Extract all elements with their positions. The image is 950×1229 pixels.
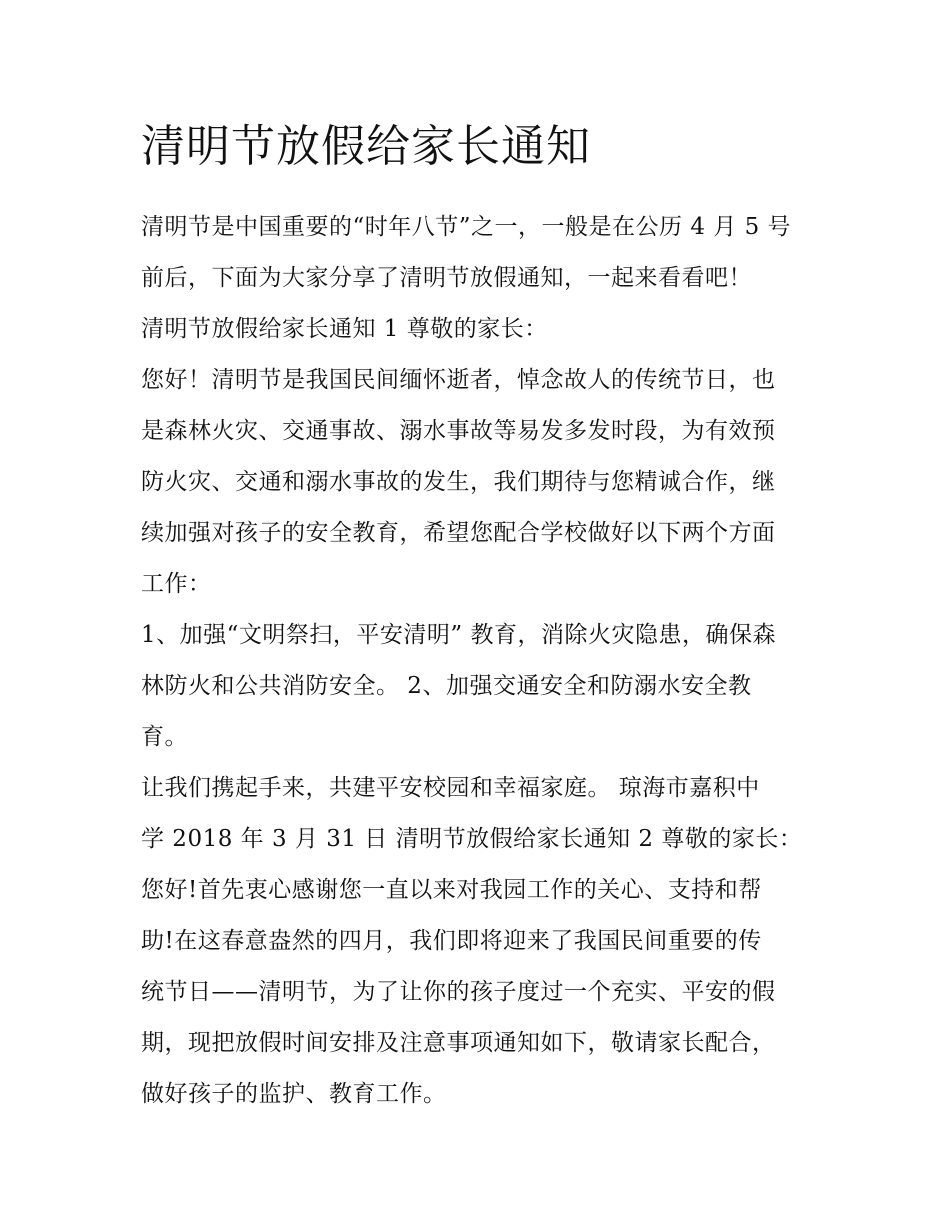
text-line: 您好！清明节是我国民间缅怀逝者，悼念故人的传统节日，也 (141, 367, 776, 393)
text-line: 续加强对孩子的安全教育，希望您配合学校做好以下两个方面 (141, 520, 776, 546)
text-line: 工作： (141, 571, 212, 597)
document-body (141, 202, 821, 1120)
text-line: 您好!首先衷心感谢您一直以来对我园工作的关心、支持和帮 (141, 877, 762, 903)
document-content (141, 118, 821, 1120)
text-line: 育。 (141, 724, 188, 750)
text-line: 清明节放假给家长通知 1 尊敬的家长： (141, 316, 548, 342)
text-line: 期，现把放假时间安排及注意事项通知如下，敬请家长配合， (141, 1030, 776, 1056)
text-line: 学 2018 年 3 月 31 日 清明节放假给家长通知 2 尊敬的家长： (141, 826, 803, 852)
text-line: 助!在这春意盎然的四月，我们即将迎来了我国民间重要的传 (141, 928, 762, 954)
text-line: 防火灾、交通和溺水事故的发生，我们期待与您精诚合作，继 (141, 469, 776, 495)
document-title: 清明节放假给家长通知 (141, 121, 591, 172)
text-line: 做好孩子的监护、教育工作。 (141, 1081, 447, 1107)
text-line: 1、加强“文明祭扫，平安清明” 教育，消除火灾隐患，确保森 (141, 622, 776, 648)
text-line: 是森林火灾、交通事故、溺水事故等易发多发时段，为有效预 (141, 418, 776, 444)
text-line: 让我们携起手来，共建平安校园和幸福家庭。 琼海市嘉积中 (141, 775, 760, 801)
text-line: 统节日——清明节，为了让你的孩子度过一个充实、平安的假 (141, 979, 776, 1005)
text-line: 林防火和公共消防安全。 2、加强交通安全和防溺水安全教 (141, 673, 752, 699)
text-line: 清明节是中国重要的“时年八节”之一，一般是在公历 4 月 5 号 (141, 214, 792, 240)
text-line: 前后，下面为大家分享了清明节放假通知，一起来看看吧！ (141, 265, 752, 291)
